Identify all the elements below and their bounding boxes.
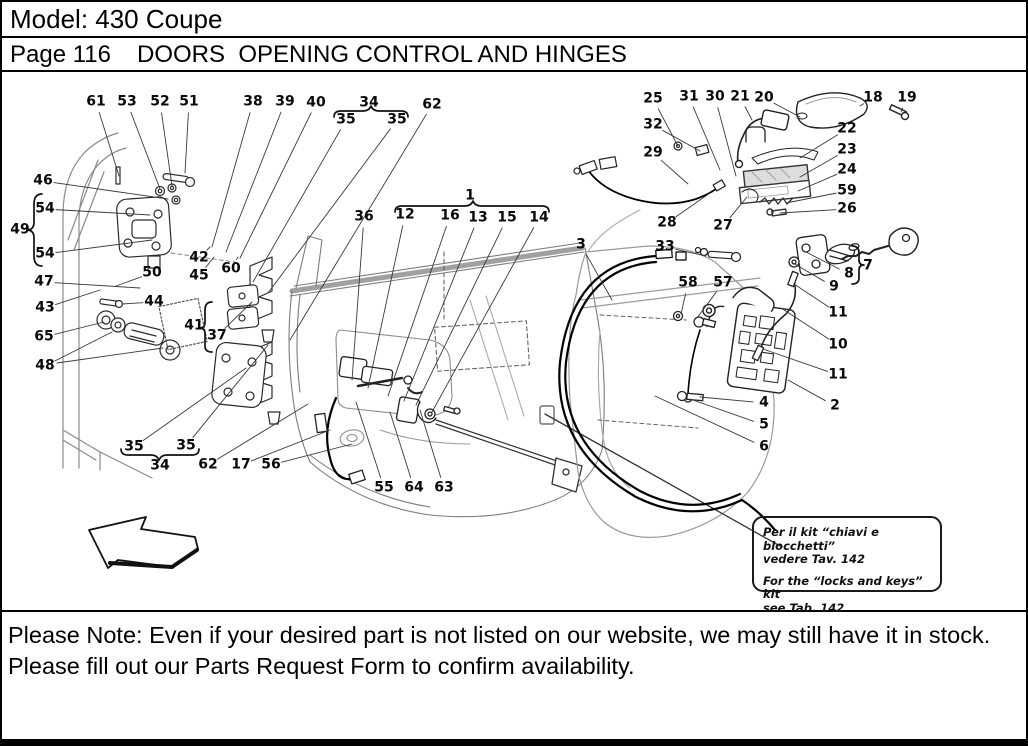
door-hinges — [116, 167, 280, 424]
callout-36: 36 — [354, 208, 374, 225]
callout-25: 25 — [643, 90, 663, 107]
callout-59: 59 — [837, 182, 857, 199]
footer-line1: Please Note: Even if your desired part is not listed on our website, we may still have it in stock. — [8, 622, 991, 648]
callout-8: 8 — [844, 265, 854, 282]
callout-2: 2 — [830, 397, 840, 414]
callout-20: 20 — [754, 89, 774, 106]
callout-5: 5 — [759, 416, 769, 433]
callout-45: 45 — [189, 267, 209, 284]
callout-4: 4 — [759, 394, 769, 411]
callout-44: 44 — [144, 293, 164, 310]
callout-61: 61 — [86, 93, 106, 110]
callout-39: 39 — [275, 93, 295, 110]
callout-49: 49 — [10, 221, 30, 238]
note-it-line2: vedere Tav. 142 — [763, 552, 865, 566]
callout-60: 60 — [221, 260, 241, 277]
model-label: Model: 430 Coupe — [10, 4, 223, 34]
callout-54: 54 — [35, 200, 55, 217]
callout-43: 43 — [35, 299, 55, 316]
callout-35: 35 — [124, 438, 144, 455]
callout-42: 42 — [189, 249, 209, 266]
lock-barrel-and-key — [789, 228, 918, 276]
callout-34: 34 — [359, 94, 379, 111]
callout-46: 46 — [33, 172, 53, 189]
callout-53: 53 — [117, 93, 137, 110]
callout-41: 41 — [184, 317, 204, 334]
footer-note — [2, 612, 1026, 746]
note-en-line1: For the “locks and keys” kit — [763, 573, 923, 601]
parts-diagram-area — [2, 72, 1026, 615]
callout-7: 7 — [863, 257, 873, 274]
callout-50: 50 — [142, 264, 162, 281]
callout-31: 31 — [679, 88, 699, 105]
callout-38: 38 — [243, 93, 263, 110]
callout-35: 35 — [176, 437, 196, 454]
page-number: Page 116 — [10, 41, 111, 68]
left-body-frame — [63, 133, 152, 478]
model-header — [2, 2, 1026, 38]
callout-13: 13 — [468, 209, 488, 226]
callout-37: 37 — [207, 327, 227, 344]
callout-32: 32 — [643, 116, 663, 133]
callout-35: 35 — [336, 111, 356, 128]
callout-57: 57 — [713, 274, 733, 291]
callout-40: 40 — [306, 94, 326, 111]
callout-10: 10 — [828, 336, 848, 353]
callout-22: 22 — [837, 120, 857, 137]
callout-16: 16 — [440, 207, 460, 224]
callout-58: 58 — [678, 274, 698, 291]
callout-54: 54 — [35, 245, 55, 262]
note-box — [752, 516, 942, 615]
callout-52: 52 — [150, 93, 170, 110]
callout-11: 11 — [828, 304, 848, 321]
callout-51: 51 — [179, 93, 199, 110]
callout-1: 1 — [465, 187, 475, 204]
latch-assembly — [693, 281, 798, 394]
callout-30: 30 — [705, 88, 725, 105]
callout-6: 6 — [759, 438, 769, 455]
callout-63: 63 — [434, 479, 454, 496]
callout-11: 11 — [828, 366, 848, 383]
callout-17: 17 — [231, 456, 251, 473]
callout-27: 27 — [713, 217, 733, 234]
callout-56: 56 — [261, 456, 281, 473]
callout-19: 19 — [897, 89, 917, 106]
callout-65: 65 — [34, 328, 54, 345]
callout-3: 3 — [576, 236, 586, 253]
callout-24: 24 — [837, 161, 857, 178]
callout-34: 34 — [150, 457, 170, 474]
callout-9: 9 — [829, 278, 839, 295]
callout-21: 21 — [730, 88, 750, 105]
callout-35: 35 — [387, 111, 407, 128]
callout-62: 62 — [198, 456, 218, 473]
page-title: DOORS OPENING CONTROL AND HINGES — [136, 41, 627, 68]
callout-55: 55 — [374, 479, 394, 496]
callout-62: 62 — [422, 96, 442, 113]
callout-48: 48 — [35, 357, 55, 374]
note-en-line2: see Tab. 142 — [763, 600, 845, 615]
callout-29: 29 — [643, 144, 663, 161]
page-title-row — [2, 38, 1026, 72]
leader-lines — [54, 103, 903, 477]
callout-23: 23 — [837, 141, 857, 158]
bottom-border-bar — [2, 739, 1026, 746]
callout-15: 15 — [497, 209, 517, 226]
callout-18: 18 — [863, 89, 883, 106]
callout-26: 26 — [837, 200, 857, 217]
note-it-line1: Per il kit “chiavi e blocchetti” — [763, 525, 879, 553]
callout-64: 64 — [404, 479, 424, 496]
exterior-handle-group — [736, 93, 909, 216]
callout-33: 33 — [655, 238, 675, 255]
footer-line2: Please fill out our Parts Request Form to confirm availability. — [8, 653, 635, 679]
callout-12: 12 — [395, 206, 415, 223]
callout-14: 14 — [529, 209, 549, 226]
callout-47: 47 — [34, 273, 54, 290]
direction-arrow — [89, 517, 198, 568]
callout-28: 28 — [657, 214, 677, 231]
